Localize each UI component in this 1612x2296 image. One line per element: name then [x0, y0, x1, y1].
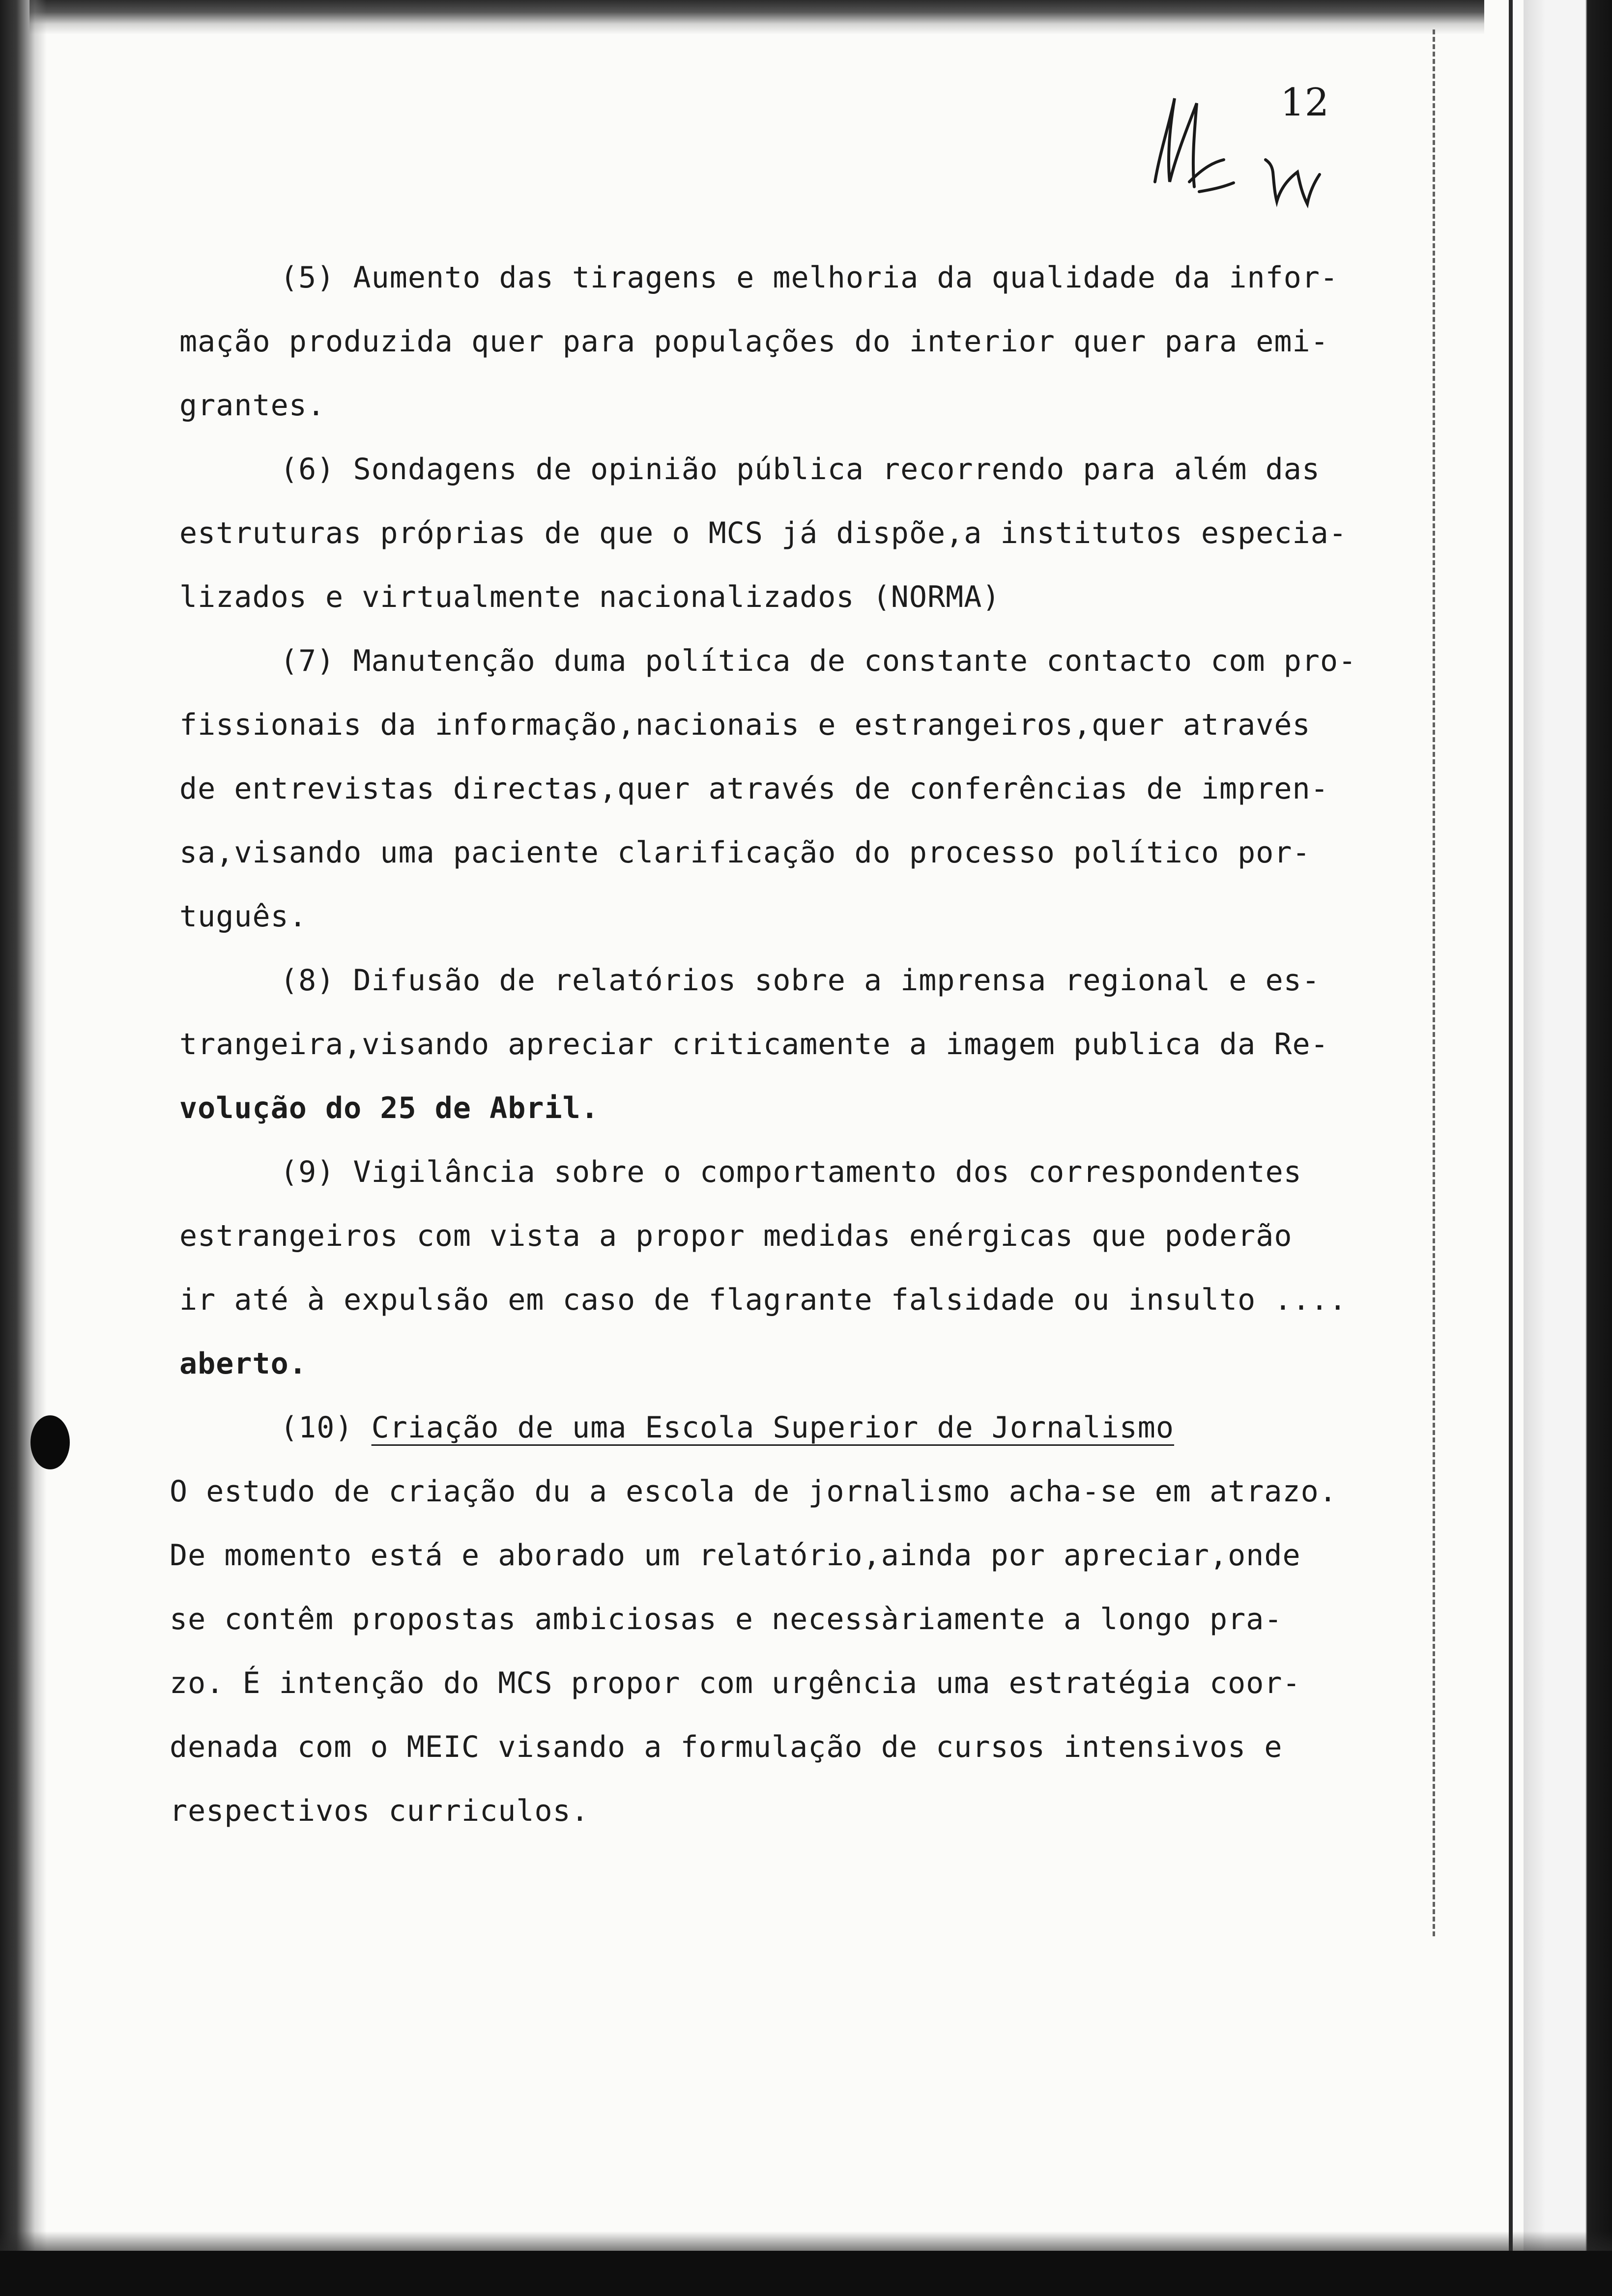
text-line: volução do 25 de Abril. [179, 1091, 599, 1125]
text-line: (9) Vigilância sobre o comportamento dos correspondentes [280, 1155, 1302, 1189]
scan-edge-right [1524, 0, 1612, 2296]
paragraph-8 [179, 948, 1423, 1140]
text-line: De momento está e aborado um relatório,ainda por apreciar,onde [170, 1538, 1301, 1573]
text-line: sa,visando uma paciente clarificação do processo político por- [179, 835, 1311, 870]
handwritten-signature [1140, 69, 1347, 231]
text-line: trangeira,visando apreciar criticamente a imagem publica da Re- [179, 1027, 1329, 1062]
paragraph-6 [179, 437, 1423, 629]
paragraph-10 [170, 1396, 1423, 1843]
text-line: O estudo de criação du a escola de jornalismo acha-se em atrazo. [170, 1474, 1337, 1509]
text-line: tuguês. [179, 899, 307, 934]
text-line: (5) Aumento das tiragens e melhoria da qualidade da infor- [280, 260, 1339, 295]
text-line: ir até à expulsão em caso de flagrante falsidade ou insulto .... [179, 1283, 1347, 1317]
text-line: mação produzida quer para populações do interior quer para emi- [179, 324, 1329, 359]
text-line: aberto. [179, 1347, 307, 1381]
text-line: fissionais da informação,nacionais e estrangeiros,quer através [179, 708, 1311, 742]
text-line: denada com o MEIC visando a formulação de cursos intensivos e [170, 1730, 1283, 1764]
document-body [170, 246, 1423, 1843]
paragraph-7 [179, 629, 1423, 948]
text-line: zo. É intenção do MCS propor com urgência uma estratégia coor- [170, 1666, 1301, 1700]
section-number: (10) [280, 1410, 353, 1445]
section-heading [179, 1396, 1423, 1460]
text-line: (6) Sondagens de opinião pública recorrendo para além das [280, 452, 1321, 487]
paragraph-9 [179, 1140, 1423, 1396]
handwritten-number-2: 17 [1288, 216, 1289, 217]
text-line: estrangeiros com vista a propor medidas enérgicas que poderão [179, 1219, 1293, 1253]
paragraph-5 [179, 246, 1423, 437]
section-title: Criação de uma Escola Superior de Jornalismo [371, 1410, 1175, 1445]
punch-hole [30, 1415, 70, 1469]
margin-dashed-line [1433, 29, 1435, 1936]
text-line: estruturas próprias de que o MCS já dispõe,a institutos especia- [179, 516, 1347, 550]
section-body [170, 1460, 1423, 1843]
text-line: (8) Difusão de relatórios sobre a imprensa regional e es- [280, 963, 1321, 998]
scan-edge-bottom-fade [0, 2231, 1612, 2251]
scan-edge-right-line [1509, 0, 1513, 2296]
text-line: lizados e virtualmente nacionalizados (NORMA) [179, 580, 1001, 614]
handwritten-number: 12 [1280, 81, 1329, 125]
text-line: de entrevistas directas,quer através de conferências de impren- [179, 772, 1329, 806]
scan-edge-bottom [0, 2251, 1612, 2296]
scan-edge-left [0, 0, 47, 2296]
text-line: respectivos curriculos. [170, 1794, 589, 1828]
text-line: grantes. [179, 388, 325, 423]
scan-edge-top [29, 0, 1484, 34]
text-line: (7) Manutenção duma política de constante contacto com pro- [280, 644, 1357, 678]
text-line: se contêm propostas ambiciosas e necessàriamente a longo pra- [170, 1602, 1283, 1636]
